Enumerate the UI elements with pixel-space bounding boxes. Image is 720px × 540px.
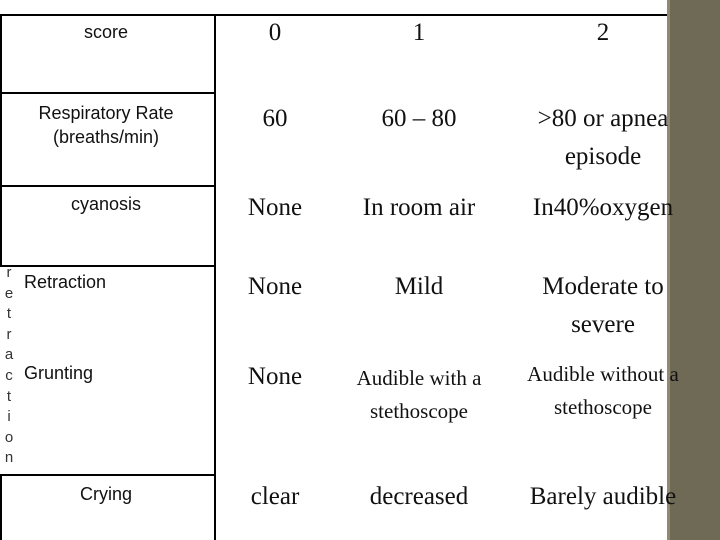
vertical-letter: i (7, 408, 11, 426)
respiratory-rate-score-2 (503, 100, 703, 176)
table-border-row-line (0, 265, 215, 267)
grunting-score-2 (503, 358, 703, 424)
vertical-letter: o (4, 428, 14, 446)
row-label-line: Crying (79, 484, 132, 504)
retraction-score-1 (335, 268, 503, 306)
grunting-score-1 (335, 362, 503, 428)
header-col-2 (503, 14, 703, 52)
row-label-crying (2, 482, 210, 506)
cell-text: Audible with a (356, 366, 482, 390)
cell-text: episode (564, 143, 642, 170)
vertical-letter: n (4, 449, 14, 467)
row-label-line: Retraction (24, 272, 107, 292)
table-border-row-line (0, 185, 215, 187)
header-col-2-label: 2 (596, 19, 610, 46)
cell-text: >80 or apnea (537, 105, 669, 132)
cyanosis-score-1 (335, 189, 503, 227)
header-col-1-label: 1 (412, 19, 426, 46)
cell-text: Mild (394, 273, 444, 300)
respiratory-rate-score-0 (215, 100, 335, 138)
vertical-letter: r (6, 325, 12, 343)
header-col-0 (215, 14, 335, 52)
cell-text: Audible without a (527, 362, 679, 386)
crying-score-0 (215, 478, 335, 516)
cell-text: None (247, 273, 303, 300)
row-label-line: Respiratory Rate (38, 103, 174, 123)
retraction-score-0 (215, 268, 335, 306)
vertical-letter: e (4, 284, 14, 302)
cell-text: stethoscope (370, 399, 468, 423)
row-label-retraction (24, 270, 106, 294)
crying-score-2 (503, 478, 703, 516)
row-label-grunting (24, 361, 93, 385)
header-col-0-label: 0 (268, 19, 282, 46)
vertical-letter: t (6, 387, 12, 405)
cell-text: None (247, 363, 303, 390)
cell-text: decreased (369, 483, 469, 510)
row-label-cyanosis (2, 192, 210, 216)
cyanosis-score-0 (215, 189, 335, 227)
cell-text: stethoscope (554, 395, 652, 419)
cell-text: 60 (262, 105, 288, 132)
row-label-respiratory-rate (2, 101, 210, 149)
crying-score-1 (335, 478, 503, 516)
cell-text: None (247, 194, 303, 221)
cell-text: Barely audible (529, 483, 677, 510)
header-score-cell (2, 20, 210, 44)
header-col-1 (335, 14, 503, 52)
cell-text: In40%oxygen (532, 194, 674, 221)
grunting-score-0 (215, 358, 335, 396)
vertical-letter: a (4, 346, 14, 364)
table-border-top-row-line (0, 92, 215, 94)
cell-text: 60 – 80 (381, 105, 457, 132)
retraction-score-2 (503, 268, 703, 344)
retraction-vertical-label (2, 263, 16, 469)
row-label-line: Grunting (24, 363, 94, 383)
header-score-label: score (83, 22, 128, 42)
respiratory-rate-score-1 (335, 100, 503, 138)
vertical-letter: t (6, 305, 12, 323)
vertical-letter: c (5, 366, 13, 384)
row-label-line: cyanosis (70, 194, 142, 214)
table-border-row-line (0, 474, 215, 476)
cyanosis-score-2 (503, 189, 703, 227)
row-label-line: (breaths/min) (52, 127, 160, 147)
cell-text: clear (250, 483, 300, 510)
vertical-letter: r (6, 264, 12, 281)
cell-text: Moderate to (542, 273, 664, 300)
cell-text: In room air (362, 194, 476, 221)
cell-text: severe (571, 311, 635, 338)
